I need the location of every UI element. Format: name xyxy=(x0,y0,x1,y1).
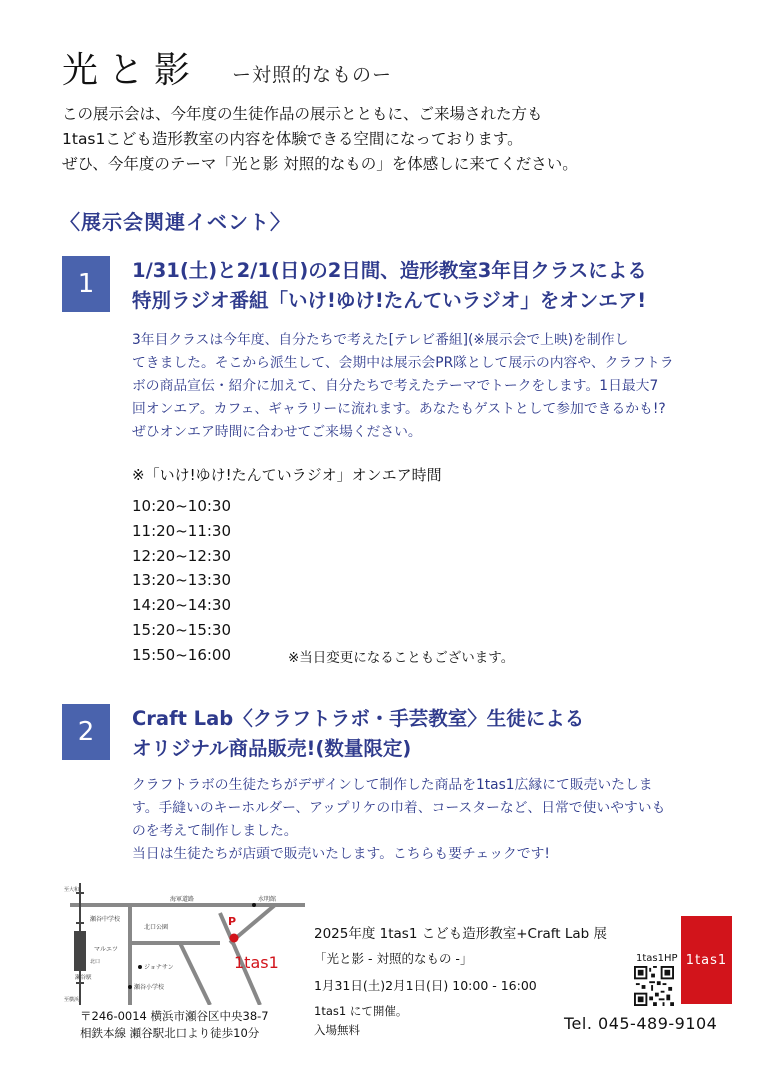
schedule-time: 14:20~14:30 xyxy=(132,596,232,615)
map-brand-label: 1tas1 xyxy=(234,953,279,972)
address-line: 〒246-0014 横浜市瀬谷区中央38-7 xyxy=(80,1009,269,1023)
event1-desc-line: ボの商品宣伝・紹介に加えて、自分たちで考えたテーマでトークをします。1日最大7 xyxy=(132,378,659,394)
qr-label: 1tas1HP xyxy=(636,953,678,964)
schedule-note: ※当日変更になることもございます。 xyxy=(288,650,515,666)
phone-number: Tel. 045-489-9104 xyxy=(564,1014,718,1033)
intro-text xyxy=(62,102,682,177)
location-pin-icon xyxy=(230,934,239,943)
landmark-dot xyxy=(128,985,132,989)
events-heading: 〈展示会関連イベント〉 xyxy=(60,210,291,234)
map-label: 瀬谷小学校 xyxy=(134,984,165,991)
map-label: ジョナサン xyxy=(144,964,174,971)
event1-title-line2: 特別ラジオ番組「いけ!ゆけ!たんていラジオ」をオンエア! xyxy=(132,289,647,312)
schedule-time: 15:20~15:30 xyxy=(132,620,232,639)
event2-desc-line: 当日は生徒たちが店頭で販売いたします。こちらも要チェックです! xyxy=(132,846,550,862)
exhibition-dates: 1月31日(土)2月1日(日) 10:00 - 16:00 xyxy=(314,978,537,993)
access-map xyxy=(60,883,305,1005)
event2-desc-line: のを考えて制作しました。 xyxy=(132,823,298,839)
schedule-list xyxy=(132,494,231,668)
exhibition-theme: 「光と影 - 対照的なもの -」 xyxy=(314,951,473,966)
map-label: 水明館 xyxy=(258,896,277,903)
map-label: 瀬谷中学校 xyxy=(90,916,121,923)
schedule-time: 11:20~11:30 xyxy=(132,521,232,540)
event2-desc-line: す。手縫いのキーホルダー、アップリケの巾着、コースターなど、日常で使いやすいも xyxy=(132,800,666,816)
station-block xyxy=(74,931,86,971)
landmark-dot xyxy=(252,903,256,907)
event2-description xyxy=(132,774,702,866)
parking-icon: P xyxy=(228,915,237,928)
event-number-badge: 1 xyxy=(62,256,110,312)
page-subtitle: ー対照的なものー xyxy=(232,64,393,86)
event1-desc-line: ぜひオンエア時間に合わせてご来場ください。 xyxy=(132,424,422,440)
event1-description xyxy=(132,329,702,444)
schedule-time: 12:20~12:30 xyxy=(132,546,232,565)
address-line: 相鉄本線 瀬谷駅北口より徒歩10分 xyxy=(80,1026,260,1040)
brand-logo: 1tas1 xyxy=(681,916,732,1004)
schedule-time: 15:50~16:00 xyxy=(132,645,232,664)
page-title: 光と影 xyxy=(62,50,201,91)
schedule-time: 10:20~10:30 xyxy=(132,497,232,515)
event1-desc-line: てきました。そこから派生して、会期中は展示会PR隊として展示の内容や、クラフトラ xyxy=(132,355,674,371)
event1-desc-line: 3年目クラスは今年度、自分たちで考えた[テレビ番組](※展示会で上映)を制作し xyxy=(132,332,629,348)
exhibition-admission: 入場無料 xyxy=(314,1023,360,1037)
map-label: 北口 xyxy=(90,959,101,965)
map-label: 至大和 xyxy=(64,887,80,893)
exhibition-name: 2025年度 1tas1 こども造形教室+Craft Lab 展 xyxy=(314,926,608,942)
event1-title-line1: 1/31(土)と2/1(日)の2日間、造形教室3年目クラスによる xyxy=(132,259,647,282)
intro-line: ぜひ、今年度のテーマ「光と影 対照的なもの」を体感しに来てください。 xyxy=(62,155,578,173)
event2-title-line2: オリジナル商品販売!(数量限定) xyxy=(132,737,412,760)
map-label: 海軍道路 xyxy=(170,896,195,903)
map-label: マルエツ xyxy=(94,946,119,953)
schedule-title: ※「いけ!ゆけ!たんていラジオ」オンエア時間 xyxy=(132,466,442,484)
map-label: 至横浜 xyxy=(64,997,80,1003)
map-label: 北口公園 xyxy=(144,924,169,931)
map-label: 瀬谷駅 xyxy=(75,975,92,981)
qr-code[interactable] xyxy=(634,966,674,1006)
event2-desc-line: クラフトラボの生徒たちがデザインして制作した商品を1tas1広縁にて販売いたしま xyxy=(132,777,653,793)
schedule-time: 13:20~13:30 xyxy=(132,571,232,590)
event2-title-line1: Craft Lab〈クラフトラボ・手芸教室〉生徒による xyxy=(132,707,585,730)
intro-line: この展示会は、今年度の生徒作品の展示とともに、ご来場された方も xyxy=(62,105,543,123)
landmark-dot xyxy=(138,965,142,969)
intro-line: 1tas1こども造形教室の内容を体験できる空間になっております。 xyxy=(62,130,523,148)
exhibition-venue: 1tas1 にて開催。 xyxy=(314,1004,408,1018)
address xyxy=(80,1008,269,1042)
event1-desc-line: 回オンエア。カフェ、ギャラリーに流れます。あなたもゲストとして参加できるかも!? xyxy=(132,401,666,417)
event-number-badge: 2 xyxy=(62,704,110,760)
